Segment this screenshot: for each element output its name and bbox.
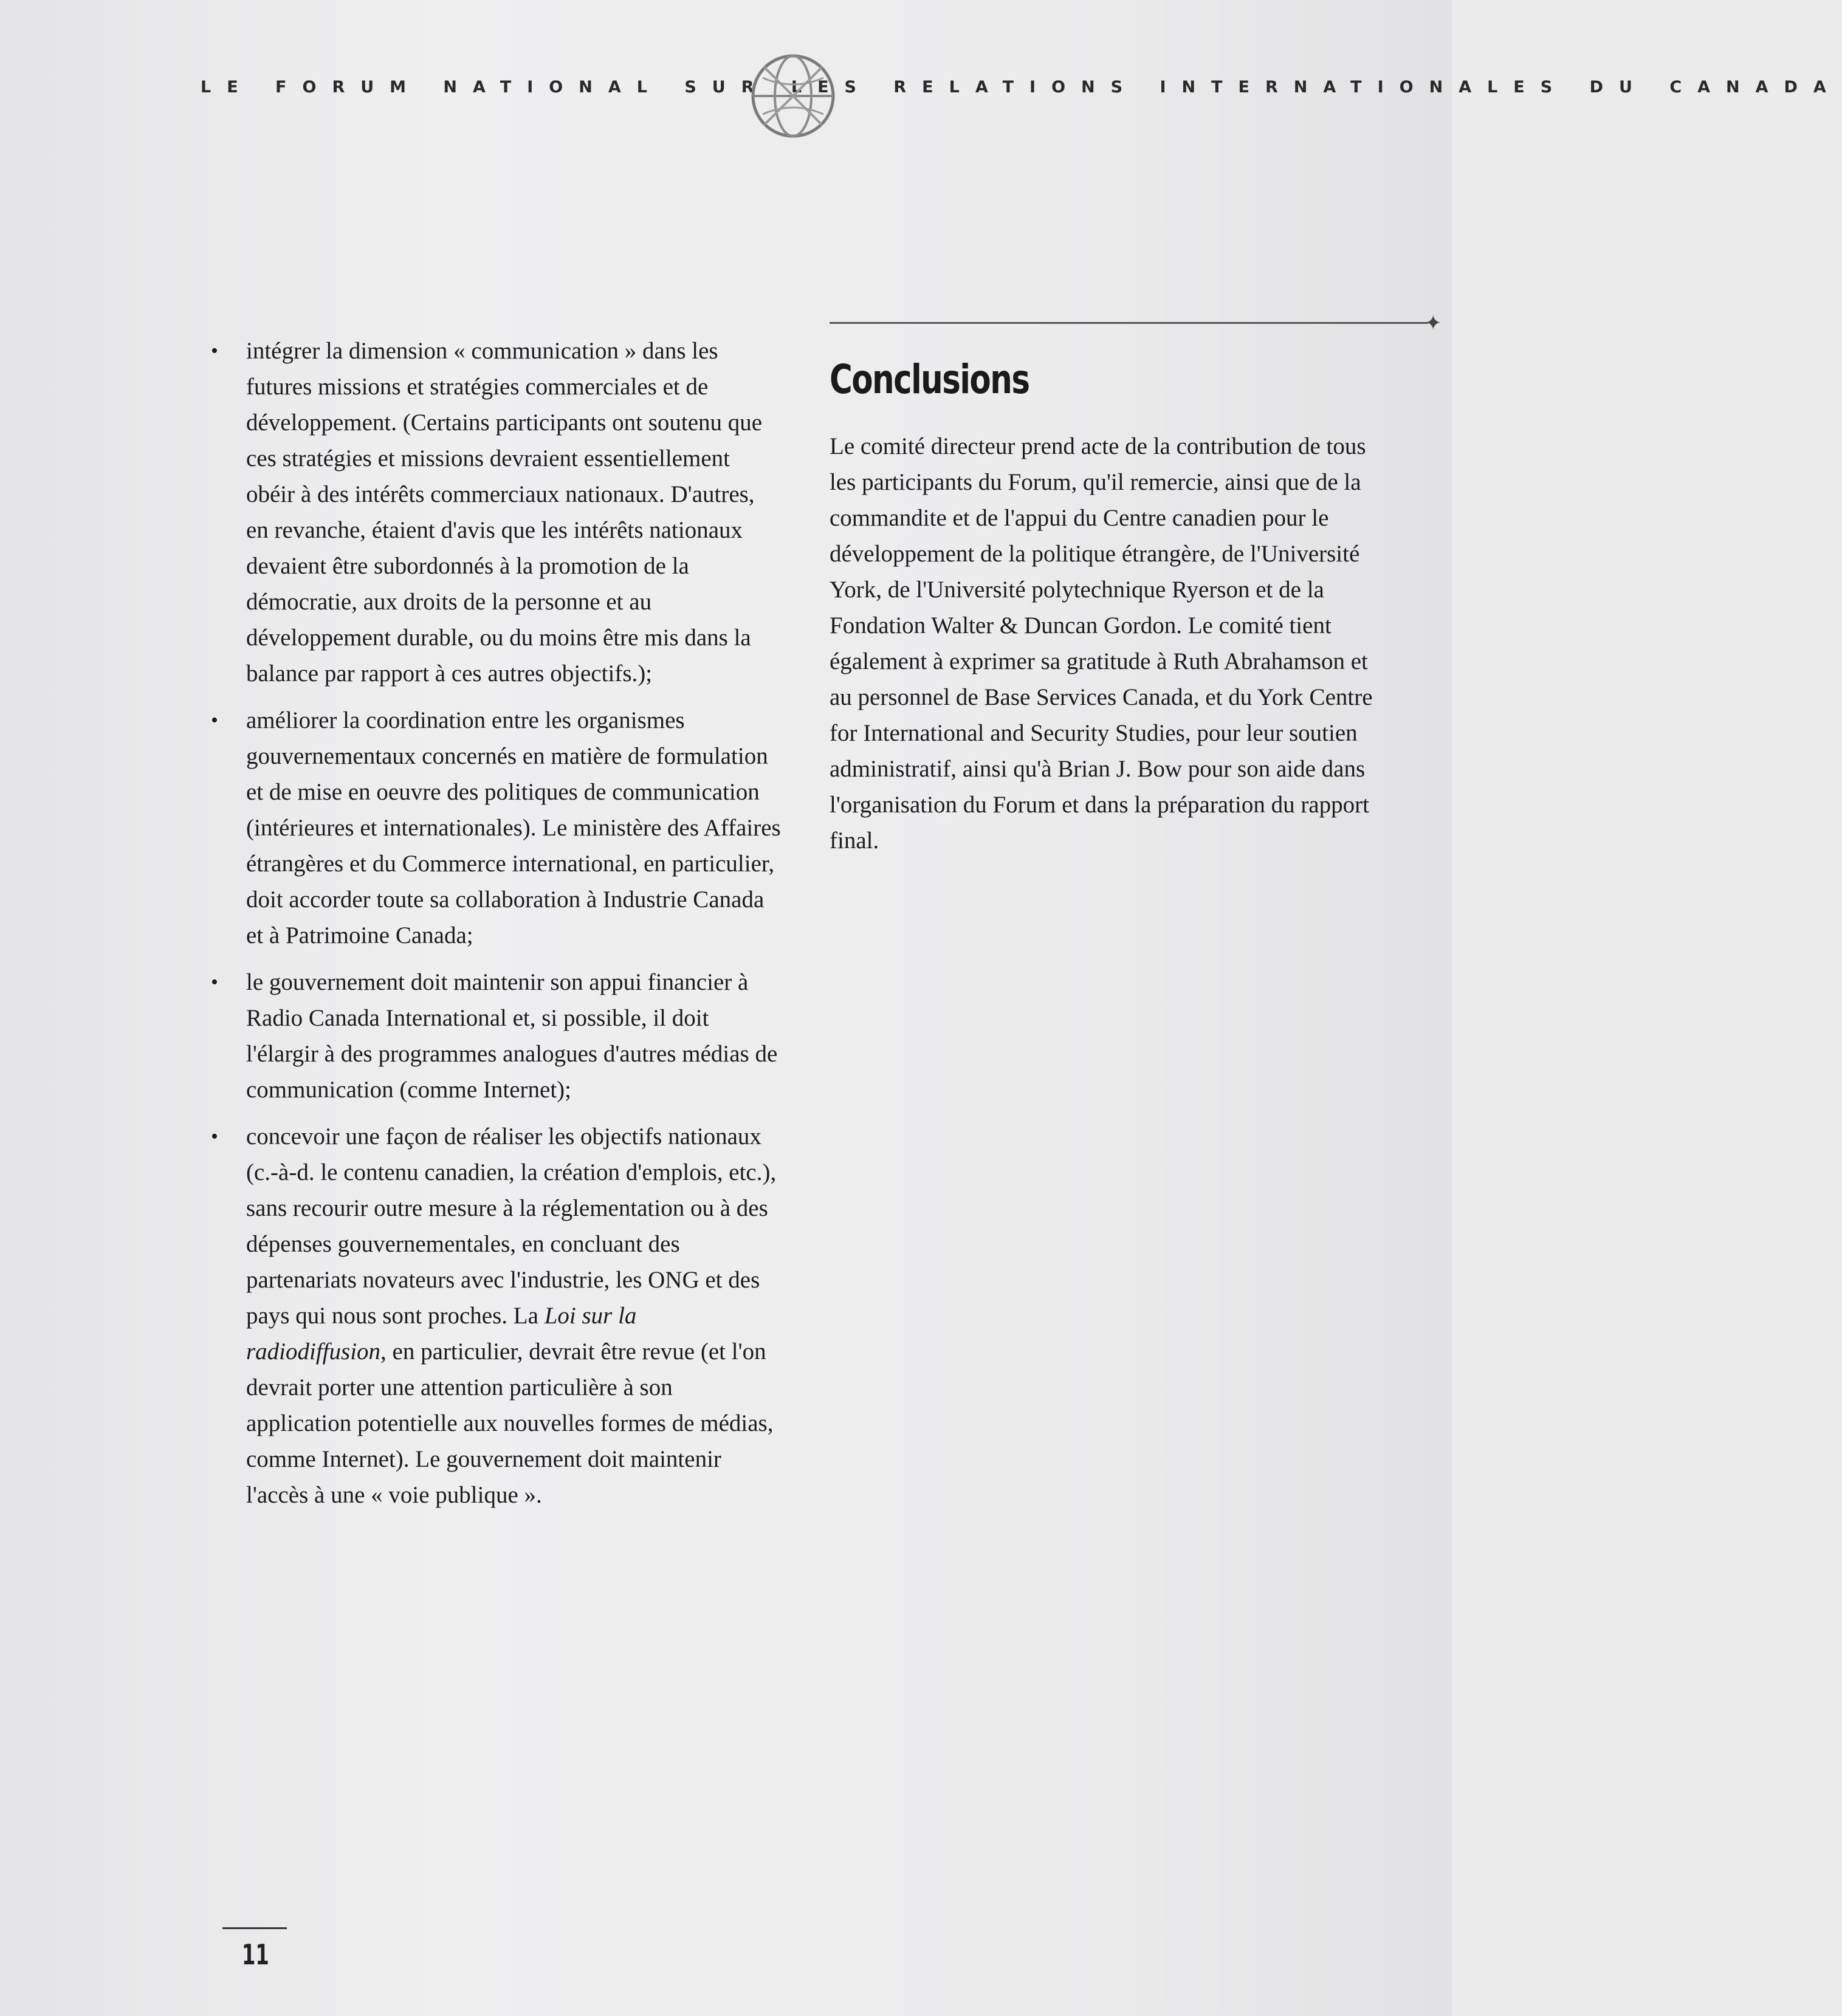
list-item-text: améliorer la coordination entre les organismes gouvernementaux concernés en matière de formulation et de mise en oeuvre des politiques de communication (intérieures et internationales). Le ministère des Affaires étrangères et du Commerce international, en particulier, doit accorder toute sa collaboration à Industrie Canada et à Patrimoine Canada; [246, 707, 781, 948]
globe-logo-icon [744, 47, 842, 145]
section-title: Conclusions [830, 356, 1029, 403]
recommendation-list [204, 333, 781, 1513]
list-item-text: intégrer la dimension « communication » dans les futures missions et stratégies commerciales et de développement. (Certains participants ont soutenu que ces stratégies et missions devraient essentiellement obéir à des intérêts commerciaux nationaux. D'autres, en revanche, étaient d'avis que les intérêts nationaux devaient être subordonnés à la promotion de la démocratie, aux droits de la personne et au développement durable, ou du moins être mis dans la balance par rapport à ces autres objectifs.); [246, 338, 763, 687]
bullet-icon: • [211, 709, 218, 732]
right-column [830, 355, 1407, 859]
running-header: LE FORUM NATIONAL SUR LES RELATIONS INTERNATIONALES DU CANADA [201, 78, 1842, 97]
page-number-rule [222, 1927, 287, 1929]
bullet-icon: • [211, 971, 218, 993]
section-rule [830, 322, 1428, 324]
conclusions-paragraph: Le comité directeur prend acte de la contribution de tous les participants du Forum, qu'il remercie, ainsi que de la commandite et de l'appui du Centre canadien pour le développement de la politique étrangère, de l'Université York, de l'Université polytechnique Ryerson et de la Fondation Walter & Duncan Gordon. Le comité tient également à exprimer sa gratitude à Ruth Abrahamson et au personnel de Base Services Canada, et du York Centre for International and Security Studies, pour leur soutien administratif, ainsi qu'à Brian J. Bow pour son aide dans l'organisation du Forum et dans la préparation du rapport final. [830, 433, 1373, 854]
page-number: 11 [242, 1938, 269, 1971]
left-column [204, 333, 781, 1524]
list-item-text-after: , en particulier, devrait être revue (et l'on devrait porter une attention particulière à son application potentielle aux nouvelles formes de médias, comme Internet). Le gouvernement doit maintenir l'accès à une « voie publique ». [246, 1339, 774, 1508]
list-item [204, 333, 781, 691]
law-title: Loi sur la radiodiffusion [246, 1303, 637, 1365]
list-item [204, 1119, 781, 1513]
list-item [204, 702, 781, 953]
list-item-text: le gouvernement doit maintenir son appui financier à Radio Canada International et, si possible, il doit l'élargir à des programmes analogues d'autres médias de communication (comme Internet); [246, 969, 778, 1103]
bullet-icon: • [211, 1125, 218, 1148]
bullet-icon: • [211, 340, 218, 362]
list-item [204, 964, 781, 1108]
maple-leaf-icon: ✦ [1424, 311, 1442, 335]
list-item-text-before: concevoir une façon de réaliser les objectifs nationaux (c.-à-d. le contenu canadien, la création d'emplois, etc.), sans recourir outre mesure à la réglementation ou à des dépenses gouvernementales, en concluant des partenariats novateurs avec l'industrie, les ONG et des pays qui nous sont proches. La [246, 1123, 777, 1329]
